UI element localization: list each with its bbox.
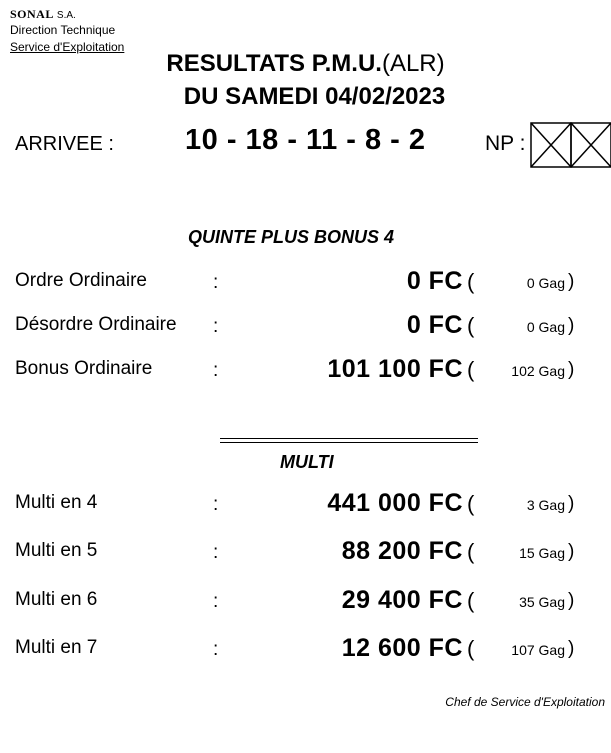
result-row-amount: 29 400 FC	[341, 586, 463, 614]
result-row-label: Ordre Ordinaire	[15, 270, 147, 291]
page-title	[0, 50, 611, 78]
result-row-gagnants: 107 Gag	[511, 642, 565, 658]
company-name	[10, 7, 76, 22]
result-row-label: Multi en 5	[15, 540, 98, 561]
result-row-close-paren: )	[568, 359, 575, 380]
result-row-colon: :	[213, 639, 219, 660]
result-row-colon: :	[213, 316, 219, 337]
section-divider	[220, 438, 478, 443]
result-row-close-paren: )	[568, 493, 575, 514]
page-title-suffix: (ALR)	[381, 50, 445, 77]
result-row-colon: :	[213, 591, 219, 612]
np-crossed-box-icon	[530, 122, 611, 168]
company-brand: SONAL	[10, 7, 54, 21]
result-row-amount: 88 200 FC	[341, 537, 463, 565]
result-row-amount: 441 000 FC	[327, 489, 463, 517]
page-title-main: RESULTATS P.M.U.	[166, 50, 382, 77]
result-row-close-paren: )	[568, 315, 575, 336]
np-label: NP :	[485, 132, 526, 155]
result-row-colon: :	[213, 494, 219, 515]
page-date-title: DU SAMEDI 04/02/2023	[183, 83, 446, 110]
result-row-gagnants: 0 Gag	[526, 319, 565, 335]
arrivee-label: ARRIVEE :	[15, 133, 114, 155]
result-row-label: Multi en 4	[15, 492, 98, 513]
result-row-gagnants: 15 Gag	[519, 545, 565, 561]
quinte-section-title: QUINTE PLUS BONUS 4	[188, 227, 395, 247]
result-row-colon: :	[213, 272, 219, 293]
result-row-open-paren: (	[467, 313, 475, 338]
result-row-close-paren: )	[568, 590, 575, 611]
result-row-open-paren: (	[467, 491, 475, 516]
result-row-amount: 101 100 FC	[327, 355, 463, 383]
department-label: Direction Technique	[10, 23, 116, 37]
result-row-close-paren: )	[568, 638, 575, 659]
result-row-label: Désordre Ordinaire	[15, 314, 177, 335]
result-row-amount: 0 FC	[406, 267, 463, 295]
result-row-label: Multi en 7	[15, 637, 98, 658]
result-row-amount: 0 FC	[406, 311, 463, 339]
result-row-colon: :	[213, 542, 219, 563]
signature-title: Chef de Service d'Exploitation	[445, 695, 605, 709]
result-row-close-paren: )	[568, 541, 575, 562]
result-row-label: Bonus Ordinaire	[15, 358, 153, 379]
result-row-open-paren: (	[467, 357, 475, 382]
company-suffix: S.A.	[56, 10, 76, 21]
result-row-gagnants: 3 Gag	[526, 497, 565, 513]
result-row-open-paren: (	[467, 636, 475, 661]
result-row-gagnants: 35 Gag	[519, 594, 565, 610]
result-row-open-paren: (	[467, 539, 475, 564]
arrivee-numbers: 10 - 18 - 11 - 8 - 2	[185, 124, 426, 156]
service-label: Service d'Exploitation	[10, 40, 125, 54]
result-row-gagnants: 0 Gag	[526, 275, 565, 291]
multi-section-title: MULTI	[280, 452, 334, 472]
result-row-close-paren: )	[568, 271, 575, 292]
result-row-open-paren: (	[467, 269, 475, 294]
result-row-colon: :	[213, 360, 219, 381]
result-row-amount: 12 600 FC	[341, 634, 463, 662]
result-row-gagnants: 102 Gag	[511, 363, 565, 379]
result-row-label: Multi en 6	[15, 589, 98, 610]
result-row-open-paren: (	[467, 588, 475, 613]
